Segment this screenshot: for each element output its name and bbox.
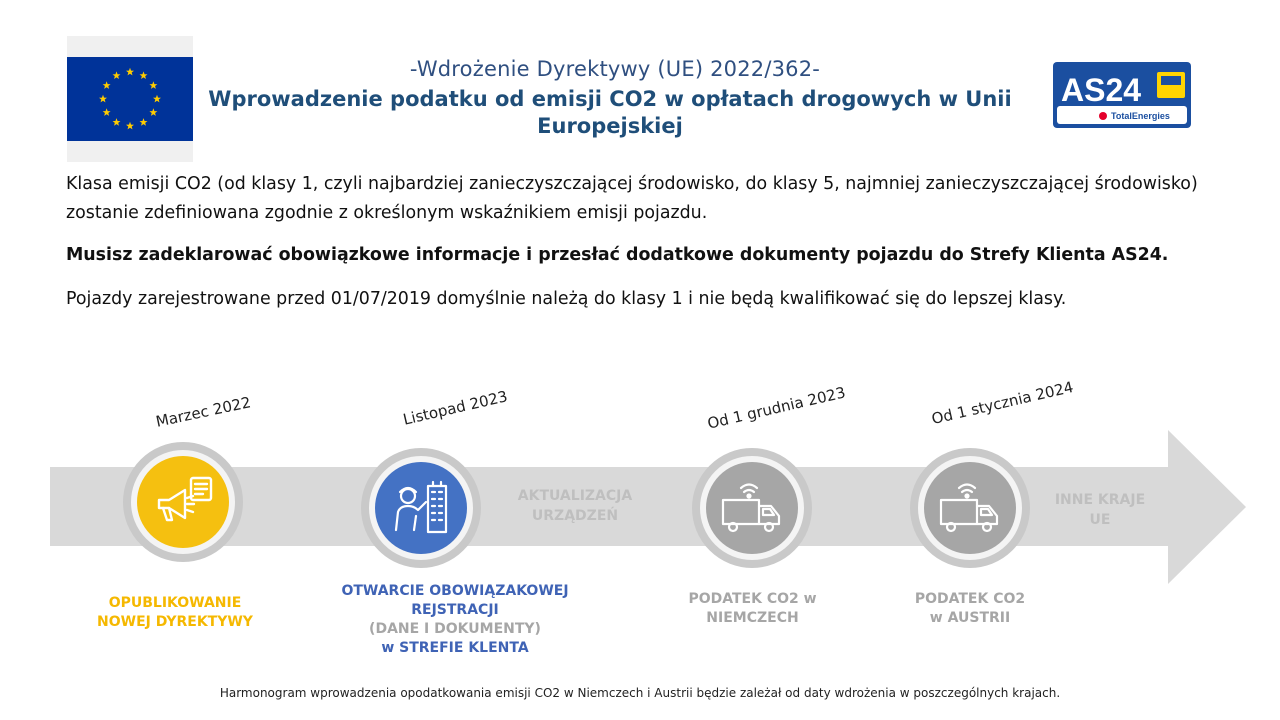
- stage-date-4: Od 1 stycznia 2024: [929, 377, 1076, 429]
- stage-circle-3-inner: [706, 462, 798, 554]
- middle-label-2-line2: UE: [1089, 512, 1111, 528]
- middle-label-other-countries: [1035, 490, 1165, 530]
- stage-circle-1-inner: [137, 456, 229, 548]
- megaphone-icon: [151, 474, 215, 530]
- stage-label-1-line1: OPUBLIKOWANIE: [108, 595, 242, 611]
- stage-circle-4: [910, 448, 1030, 568]
- stage-label-4-line2: w AUSTRII: [929, 610, 1011, 626]
- stage-label-2-line4: w STREFIE KLENTA: [381, 640, 529, 656]
- stage-circle-4-inner: [924, 462, 1016, 554]
- connected-truck-icon: [937, 478, 1003, 538]
- stage-date-3: Od 1 grudnia 2023: [705, 383, 848, 433]
- paragraph-registration-date: Pojazdy zarejestrowane przed 01/07/2019 domyślnie należą do klasy 1 i nie będą kwalifikować się do lepszej klasy.: [66, 289, 1067, 309]
- stage-circle-1: [123, 442, 243, 562]
- stage-circle-3: [692, 448, 812, 568]
- stage-label-2-line1: OTWARCIE OBOWIĄZAKOWEJ: [341, 583, 569, 599]
- middle-label-1-line2: URZĄDZEŃ: [531, 508, 619, 524]
- totalenergies-text: TotalEnergies: [1111, 111, 1170, 121]
- connected-truck-icon: [719, 478, 785, 538]
- stage-label-2: [315, 582, 595, 658]
- middle-label-device-update: [505, 486, 645, 526]
- stage-label-3-line1: PODATEK CO2 w: [688, 591, 817, 607]
- stage-label-1-line2: NOWEJ DYREKTYWY: [97, 614, 253, 630]
- stage-label-2-line3: (DANE I DOKUMENTY): [369, 621, 541, 637]
- stage-label-3: [660, 590, 845, 628]
- stage-label-4: [880, 590, 1060, 628]
- middle-label-2-line1: INNE KRAJE: [1054, 492, 1146, 508]
- stage-label-4-line1: PODATEK CO2: [914, 591, 1026, 607]
- middle-label-1-line1: AKTUALIZACJA: [517, 488, 633, 504]
- header-title: Wprowadzenie podatku od emisji CO2 w opłatach drogowych w Unii Europejskiej: [208, 87, 1012, 138]
- worker-building-icon: [388, 478, 454, 538]
- stage-circle-2-inner: [375, 462, 467, 554]
- header-subtitle: -Wdrożenie Dyrektywy (UE) 2022/362-: [409, 57, 821, 81]
- stage-date-1: Marzec 2022: [154, 393, 253, 431]
- stage-label-2-line2: REJSTRACJI: [411, 602, 499, 618]
- stage-circle-2: [361, 448, 481, 568]
- stage-date-2: Listopad 2023: [401, 387, 510, 429]
- footnote: Harmonogram wprowadzenia opodatkowania emisji CO2 w Niemczech i Austrii będzie zależał od daty wdrożenia w poszczególnych krajach.: [219, 686, 1061, 700]
- stage-label-1: [75, 594, 275, 632]
- stage-label-3-line2: NIEMCZECH: [706, 610, 799, 626]
- paragraph-emission-classes: Klasa emisji CO2 (od klasy 1, czyli najbardziej zanieczyszczającej środowisko, do klasy 5, najmniej zanieczyszczającej środowisko) zostanie zdefiniowana zgodnie z określonym wskaźnikiem emisji pojazdu.: [66, 174, 1198, 223]
- as24-logo-text: AS24: [1061, 72, 1142, 108]
- paragraph-declaration: Musisz zadeklarować obowiązkowe informacje i przesłać dodatkowe dokumenty pojazdu do Strefy Klienta AS24.: [66, 245, 1169, 265]
